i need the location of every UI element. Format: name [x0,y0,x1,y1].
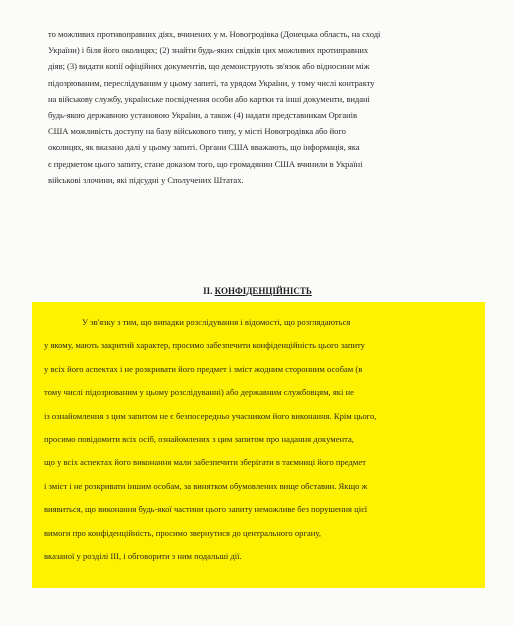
text-line: України) i бiля його околицях; (2) знайти будь-яких свiдкiв цих можливих протиправних [48,45,369,56]
text-line: на вiйськову службу, українське посвiдчення особи або картки та iншi документи, виданi [48,93,370,104]
text-line: вiйськовi злочини, якi пiдсудні у Сполучених Штатах. [48,174,244,185]
text-line: вимоги про конфiденцiйнiсть, просимо звернутися до центрального органу, [44,527,321,538]
text-line: просимо повiдомити всiх осiб, ознайомлених з цим запитом про надання документа, [44,434,354,445]
text-line: США можливiсть доступу на базу вiйськового типу, у мiстi Новогродiвка або його [48,126,346,137]
text-line: то можливих противоправних дiях, вчинених у м. Новогродiвка (Донецька область, на сходi [48,29,381,39]
text-line: виявиться, що виконання будь-якої частини цього запиту неможливе без порушення цiєї [44,504,368,515]
text-line: пiдозрюваним, переслiдуваним у цьому запитi, та урядом України, у тому числi контракту [48,77,375,88]
highlighted-paragraph [44,311,476,568]
text-line: тому числi пiдозрюваним у цьому розслiдуваннi) або державним службовцям, якi не [44,387,354,398]
text-line: будь-якою державною установою України, а також (4) надати представникам Органiв [48,110,358,121]
section-title: КОНФIДЕНЦIЙНIСТЬ [214,286,312,296]
text-line: дiяв; (3) видати копiї офiцiйних документiв, що демонструють зв'язок або вiдносини мiж [48,61,370,72]
text-line: околицях, як вказано далi у цьому запитi. Органи США вважають, що iнформацiя, яка [48,142,360,153]
text-line: є предметом цього запиту, стане доказом того, що громадянин США вчинили в Українi [48,158,363,169]
section-heading [0,286,515,296]
text-line: вказаної у роздiлi III, i обговорити з ним подальшi дiї. [44,551,242,562]
section-number: II. [203,286,213,296]
text-line: у всiх його аспектах i не розкривати його предмет i зміст жодним сторонним особам (в [44,363,363,374]
text-line: що у всiх аспектах його виконання мали забезпечити зберiгати в таємницi його предмет [44,457,366,468]
text-line: у якому, мають закритий характер, просимо забезпечити конфiденцiйнiсть цього запиту [44,340,365,351]
text-line: i змiст i не розкривати iншим особам, за винятком обумовлених вище обставин. Якщо ж [44,480,368,491]
text-line: У зв'язку з тим, що випадки розслiдування i вiдомостi, що розглядаються [82,317,351,327]
text-line: iз ознайомлення з цим запитом не є безпосередньо учасником його виконання. Крiм цього, [44,410,377,421]
top-paragraph [48,26,468,188]
